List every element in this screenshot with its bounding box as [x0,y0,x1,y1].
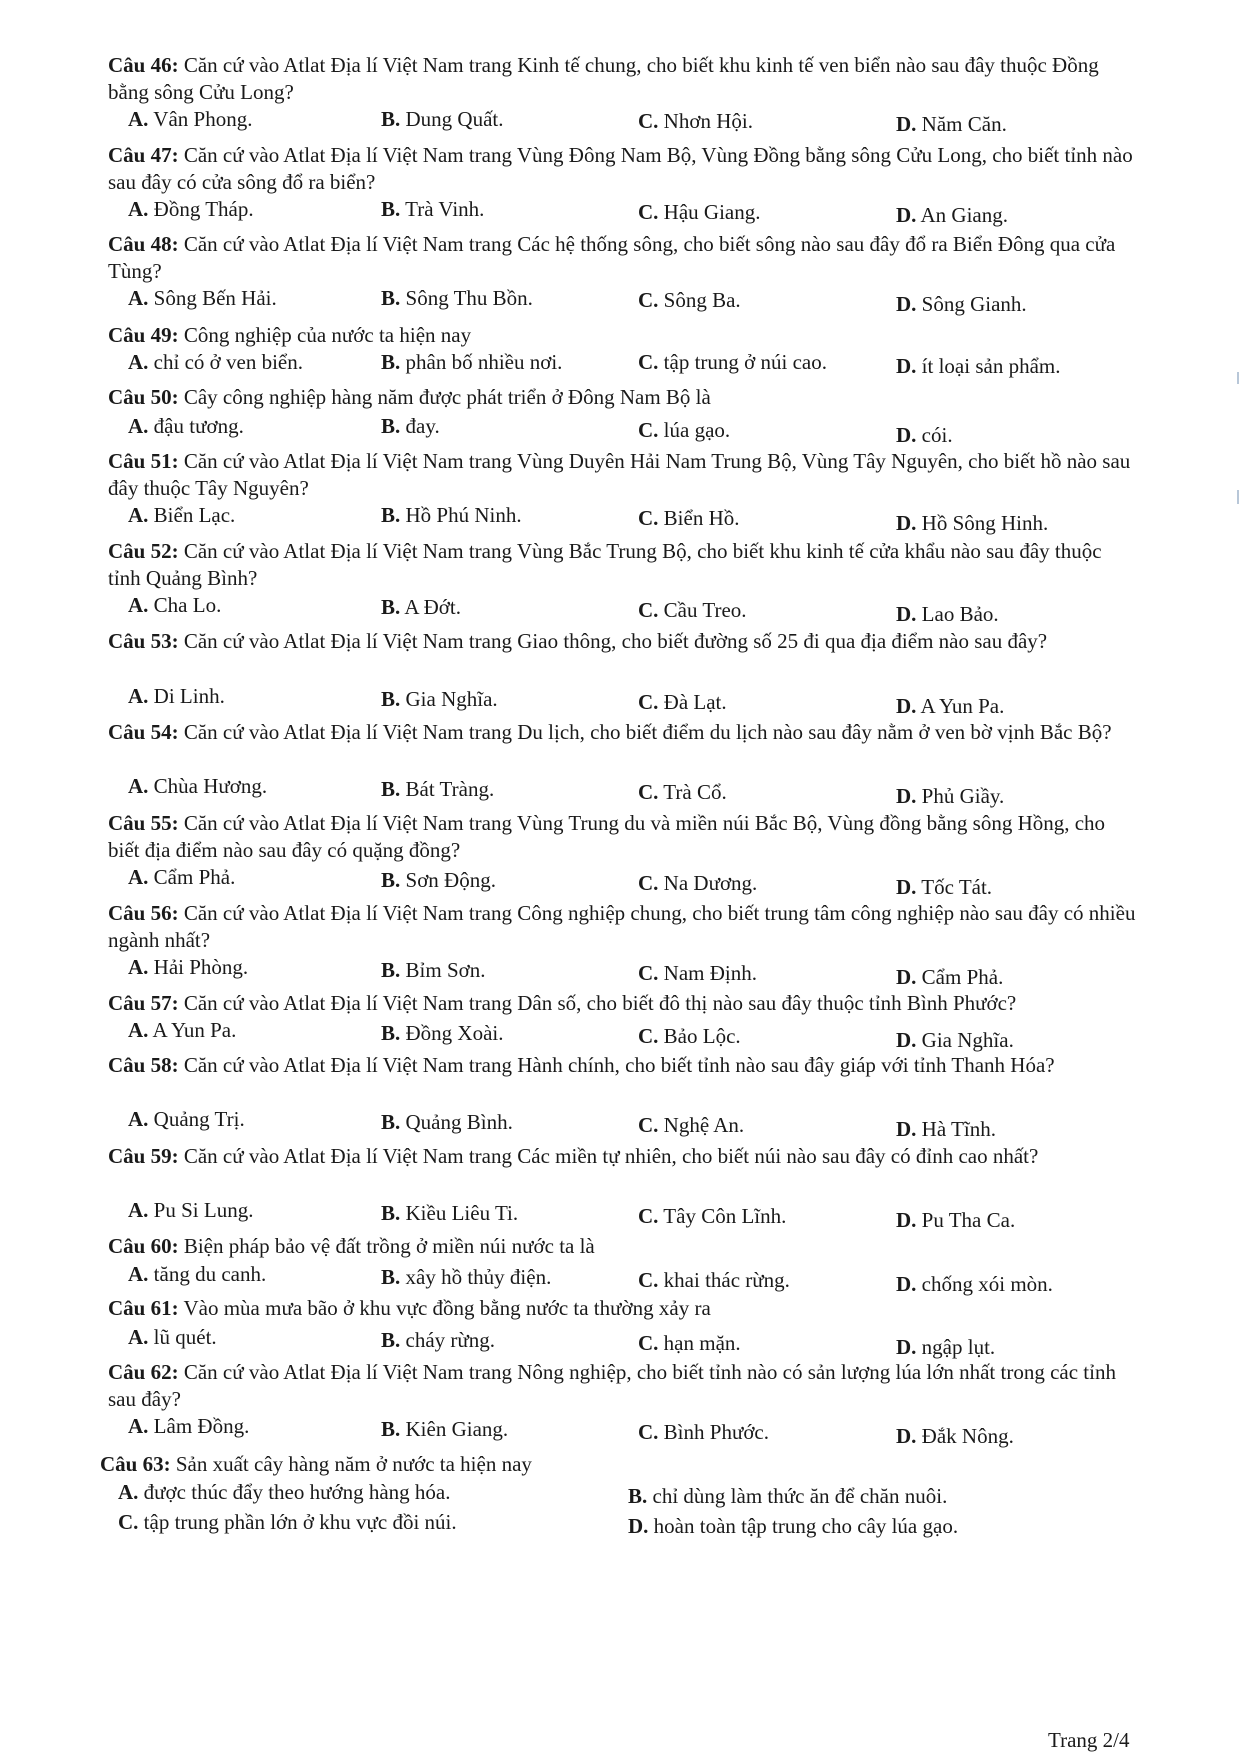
text: Hải Phòng. [153,955,249,979]
option-b [381,1021,504,1046]
text: Câu 51: [108,449,179,473]
option-b [381,197,484,222]
option-a [128,286,277,311]
text: Căn cứ vào Atlat Địa lí Việt Nam trang Vùng Duyên Hải Nam Trung Bộ, Vùng Tây Nguyên, cho biết hồ nào sau đây thuộc Tây Nguyên? [108,449,1131,500]
text: ngập lụt. [921,1335,996,1359]
text: Câu 60: [108,1234,179,1258]
option-letter: B. [381,687,401,711]
option-b [381,414,440,439]
text: Câu 59: [108,1144,179,1168]
option-letter: A. [128,1198,149,1222]
text: Bảo Lộc. [663,1024,741,1048]
option-letter: A. [128,350,149,374]
option-letter: B. [381,1417,401,1441]
option-letter: B. [628,1484,648,1508]
text: Bát Tràng. [405,777,495,801]
option-a [128,350,303,375]
option-a [128,955,248,980]
options-50 [128,414,1138,447]
text: khai thác rừng. [663,1268,790,1292]
question-47 [108,142,1138,196]
option-d [628,1514,958,1539]
text: Sông Bến Hải. [153,286,277,310]
text: Căn cứ vào Atlat Địa lí Việt Nam trang Hành chính, cho biết tỉnh nào sau đây giáp với tỉnh Thanh Hóa? [183,1053,1055,1077]
option-letter: C. [638,200,659,224]
text: Kiên Giang. [405,1417,509,1441]
option-letter: D. [896,875,917,899]
option-letter: D. [896,1335,917,1359]
option-d [896,203,1008,228]
option-a [128,684,225,709]
option-letter: A. [128,197,149,221]
text: Câu 54: [108,720,179,744]
option-c [638,109,753,134]
option-d [896,784,1004,809]
text: Vân Phong. [153,107,253,131]
text: Công nghiệp của nước ta hiện nay [183,323,472,347]
text: lũ quét. [153,1325,217,1349]
question-49 [108,322,1138,349]
options-56 [128,955,1138,989]
text: Pu Si Lung. [153,1198,254,1222]
text: Câu 55: [108,811,179,835]
question-50 [108,384,1138,411]
text: Biển Lạc. [153,503,236,527]
option-d [896,694,1004,719]
option-letter: C. [638,1331,659,1355]
text: Nghệ An. [663,1113,745,1137]
option-b [381,1110,513,1135]
option-d [896,423,953,448]
option-b [381,958,485,983]
option-letter: C. [638,780,659,804]
option-b [381,286,533,311]
text: Căn cứ vào Atlat Địa lí Việt Nam trang Công nghiệp chung, cho biết trung tâm công nghiệp nào sau đây có nhiều ngành nhất? [108,901,1136,952]
text: Câu 61: [108,1296,179,1320]
option-letter: A. [128,414,149,438]
option-letter: A. [128,1262,149,1286]
option-letter: D. [628,1514,649,1538]
question-51 [108,448,1138,502]
text: Sơn Động. [405,868,496,892]
option-d [896,354,1060,379]
option-letter: D. [896,1117,917,1141]
text: Câu 58: [108,1053,179,1077]
text: Biển Hồ. [663,506,740,530]
text: Hồ Phú Ninh. [405,503,522,527]
option-letter: C. [118,1510,139,1534]
text: Câu 50: [108,385,179,409]
option-a [128,414,244,439]
text: Cây công nghiệp hàng năm được phát triển ở Đông Nam Bộ là [183,385,711,409]
text: Căn cứ vào Atlat Địa lí Việt Nam trang Nông nghiệp, cho biết tỉnh nào có sản lượng lúa lớn nhất trong các tỉnh sau đây? [108,1360,1116,1411]
text: phân bố nhiều nơi. [405,350,563,374]
text: Quảng Trị. [153,1107,245,1131]
option-letter: D. [896,203,917,227]
text: xây hồ thủy điện. [405,1265,552,1289]
text: Căn cứ vào Atlat Địa lí Việt Nam trang Vùng Đông Nam Bộ, Vùng Đồng bằng sông Cửu Long, cho biết tỉnh nào sau đây có cửa sông đổ ra biển? [108,143,1133,194]
option-c [638,1268,790,1293]
option-letter: B. [381,1265,401,1289]
text: tập trung phần lớn ở khu vực đồi núi. [143,1510,457,1534]
option-b [381,687,498,712]
text: Câu 48: [108,232,179,256]
option-d [896,965,1003,990]
option-letter: C. [638,506,659,530]
options-57 [128,1018,1138,1052]
text: Căn cứ vào Atlat Địa lí Việt Nam trang Du lịch, cho biết điểm du lịch nào sau đây nằm ở ven bờ vịnh Bắc Bộ? [183,720,1112,744]
option-letter: D. [896,965,917,989]
option-letter: C. [638,1268,659,1292]
text: Hậu Giang. [663,200,761,224]
text: Gia Nghĩa. [921,1028,1014,1052]
option-b [381,350,562,375]
option-a [118,1480,451,1505]
options-59 [128,1198,1138,1232]
option-letter: C. [638,1204,659,1228]
text: An Giang. [920,203,1009,227]
option-letter: A. [118,1480,139,1504]
question-57 [108,990,1138,1017]
scan-mark [1237,490,1239,504]
option-letter: C. [638,1420,659,1444]
text: Căn cứ vào Atlat Địa lí Việt Nam trang Vùng Trung du và miền núi Bắc Bộ, Vùng đồng bằng sông Hồng, cho biết địa điểm nào sau đây có quặng đồng? [108,811,1106,862]
text: đay. [405,414,440,438]
option-letter: D. [896,602,917,626]
option-letter: B. [381,503,401,527]
option-c [638,288,741,313]
text: cháy rừng. [405,1328,496,1352]
text: Cầu Treo. [663,598,747,622]
text: Trà Vinh. [405,197,485,221]
text: Biện pháp bảo vệ đất trồng ở miền núi nước ta là [183,1234,595,1258]
text: Tây Côn Lĩnh. [663,1204,787,1228]
option-b [381,1328,495,1353]
text: Năm Căn. [921,112,1007,136]
option-letter: A. [128,684,149,708]
text: Cha Lo. [153,593,222,617]
text: cói. [921,423,953,447]
text: Pu Tha Ca. [921,1208,1016,1232]
option-c [638,598,747,623]
text: tập trung ở núi cao. [663,350,827,374]
text: Sông Thu Bồn. [405,286,533,310]
text: A Yun Pa. [920,694,1005,718]
option-letter: D. [896,112,917,136]
option-d [896,511,1048,536]
option-letter: A. [128,955,149,979]
options-51 [128,503,1138,533]
option-letter: B. [381,777,401,801]
option-b [381,777,494,802]
option-letter: B. [381,958,401,982]
text: Căn cứ vào Atlat Địa lí Việt Nam trang Dân số, cho biết đô thị nào sau đây thuộc tỉnh Bình Phước? [183,991,1017,1015]
text: Quảng Bình. [405,1110,513,1134]
option-d [896,1117,996,1142]
option-letter: A. [128,774,149,798]
option-letter: B. [381,1328,401,1352]
option-letter: D. [896,694,917,718]
option-letter: A. [128,503,149,527]
option-a [128,1325,217,1350]
option-b [381,1417,508,1442]
question-60 [108,1233,1138,1260]
text: Na Dương. [663,871,758,895]
option-letter: B. [381,197,401,221]
option-letter: A. [128,107,149,131]
text: Căn cứ vào Atlat Địa lí Việt Nam trang Các miền tự nhiên, cho biết núi nào sau đây có đỉnh cao nhất? [183,1144,1039,1168]
option-c [638,418,730,443]
option-letter: B. [381,1110,401,1134]
option-letter: D. [896,354,917,378]
text: Nam Định. [663,961,757,985]
question-48 [108,231,1138,285]
text: Cẩm Phả. [153,865,236,889]
option-letter: B. [381,595,401,619]
options-58 [128,1107,1138,1141]
text: ít loại sản phẩm. [921,354,1061,378]
text: Vào mùa mưa bão ở khu vực đồng bằng nước ta thường xảy ra [183,1296,711,1320]
text: Đắk Nông. [921,1424,1014,1448]
option-a [128,1018,236,1043]
option-letter: C. [638,288,659,312]
option-d [896,1028,1014,1053]
option-a [128,107,252,132]
option-letter: C. [638,690,659,714]
option-letter: A. [128,865,149,889]
option-c [638,690,727,715]
option-a [128,1414,249,1439]
question-46 [108,52,1138,106]
option-b [381,107,504,132]
question-61 [108,1295,1138,1322]
text: hoàn toàn tập trung cho cây lúa gạo. [653,1514,959,1538]
text: Sông Gianh. [921,292,1027,316]
text: hạn mặn. [663,1331,741,1355]
option-letter: B. [381,350,401,374]
question-59 [108,1143,1138,1170]
options-55 [128,865,1138,899]
text: Dung Quất. [405,107,504,131]
text: Hà Tĩnh. [921,1117,996,1141]
options-46 [128,107,1138,137]
text: Sản xuất cây hàng năm ở nước ta hiện nay [175,1452,532,1476]
option-b [381,1201,518,1226]
option-letter: B. [381,107,401,131]
text: Di Linh. [153,684,225,708]
option-c [638,1113,744,1138]
option-c [638,350,827,375]
option-b [381,868,496,893]
option-letter: B. [381,868,401,892]
text: Đồng Xoài. [405,1021,504,1045]
text: Hồ Sông Hinh. [921,511,1049,535]
option-letter: A. [128,1325,149,1349]
options-49 [128,350,1138,380]
options-61 [128,1325,1138,1359]
option-d [896,1335,995,1360]
option-letter: D. [896,511,917,535]
text: Căn cứ vào Atlat Địa lí Việt Nam trang Giao thông, cho biết đường số 25 đi qua địa điểm nào sau đây? [183,629,1048,653]
option-letter: D. [896,1272,917,1296]
option-d [896,292,1027,317]
option-letter: D. [896,1424,917,1448]
page-number: Trang 2/4 [1048,1728,1130,1752]
question-55 [108,810,1138,864]
text: Bình Phước. [663,1420,769,1444]
question-number: Câu 46: [108,53,179,77]
options-48 [128,286,1138,316]
option-b [628,1484,947,1509]
option-d [896,1424,1014,1449]
option-letter: C. [638,871,659,895]
text: Câu 53: [108,629,179,653]
text: Kiều Liêu Ti. [405,1201,519,1225]
option-letter: C. [638,1113,659,1137]
text: Trà Cổ. [663,780,727,804]
text: Câu 49: [108,323,179,347]
text: Đồng Tháp. [153,197,254,221]
text: Câu 57: [108,991,179,1015]
text: Sông Ba. [663,288,741,312]
options-53 [128,684,1138,718]
option-letter: C. [638,1024,659,1048]
option-letter: A. [128,1414,149,1438]
option-letter: B. [381,1201,401,1225]
option-letter: B. [381,414,401,438]
text: Câu 63: [100,1452,171,1476]
option-letter: B. [381,286,401,310]
option-letter: D. [896,1028,917,1052]
text [118,1480,1128,1510]
text: Câu 56: [108,901,179,925]
option-b [381,1265,551,1290]
question-58 [108,1052,1138,1079]
option-c [638,871,757,896]
option-a [128,1198,253,1223]
option-c [638,200,760,225]
options-54 [128,774,1138,808]
text: Nhơn Hội. [663,109,753,133]
question-54 [108,719,1138,746]
question-52 [108,538,1138,592]
question-53 [108,628,1138,655]
option-letter: A. [128,1018,149,1042]
text: được thúc đẩy theo hướng hàng hóa. [143,1480,451,1504]
option-letter: A. [128,1107,149,1131]
question-62 [108,1359,1138,1413]
text: Căn cứ vào Atlat Địa lí Việt Nam trang Các hệ thống sông, cho biết sông nào sau đây đổ ra Biển Đông qua cửa Tùng? [108,232,1116,283]
option-d [896,112,1007,137]
option-d [896,875,992,900]
text: Bỉm Sơn. [405,958,486,982]
option-letter: C. [638,418,659,442]
text: Câu 47: [108,143,179,167]
option-a [128,1262,266,1287]
text: Chùa Hương. [153,774,268,798]
option-d [896,602,999,627]
option-a [128,774,267,799]
text: Căn cứ vào Atlat Địa lí Việt Nam trang Vùng Bắc Trung Bộ, cho biết khu kinh tế cửa khẩu nào sau đây thuộc tỉnh Quảng Bình? [108,539,1102,590]
text: lúa gạo. [663,418,731,442]
text: tăng du canh. [153,1262,267,1286]
text: Cẩm Phả. [921,965,1004,989]
options-47 [128,197,1138,227]
text: Tốc Tát. [921,875,993,899]
option-b [381,503,522,528]
text: Gia Nghĩa. [405,687,498,711]
options-52 [128,593,1138,626]
option-c [118,1510,457,1535]
options-60 [128,1262,1138,1296]
option-b [381,595,461,620]
options-63 [118,1480,1128,1540]
option-a [128,197,254,222]
option-letter: C. [638,598,659,622]
question-56 [108,900,1138,954]
option-a [128,865,235,890]
text: chỉ có ở ven biển. [153,350,303,374]
option-d [896,1208,1015,1233]
text: chống xói mòn. [921,1272,1053,1296]
option-c [638,1024,741,1049]
option-letter: A. [128,593,149,617]
text: Lâm Đồng. [153,1414,250,1438]
option-letter: D. [896,1208,917,1232]
option-c [638,961,757,986]
scan-mark [1237,372,1239,384]
text: chỉ dùng làm thức ăn để chăn nuôi. [652,1484,948,1508]
options-62 [128,1414,1138,1448]
option-c [638,780,727,805]
text: Phủ Giầy. [921,784,1005,808]
text: A Yun Pa. [152,1018,237,1042]
option-letter: D. [896,784,917,808]
option-a [128,503,235,528]
option-a [128,593,221,618]
text [118,1510,1128,1540]
text: A Đớt. [404,595,461,619]
question-63 [100,1451,1130,1478]
question-text: Căn cứ vào Atlat Địa lí Việt Nam trang Kinh tế chung, cho biết khu kinh tế ven biển nào sau đây thuộc Đồng bằng sông Cửu Long? [108,53,1099,104]
text: Câu 52: [108,539,179,563]
option-letter: C. [638,961,659,985]
option-a [128,1107,245,1132]
text: Lao Bảo. [921,602,999,626]
option-letter: C. [638,350,659,374]
option-c [638,1331,741,1356]
option-letter: B. [381,1021,401,1045]
option-c [638,1420,769,1445]
option-c [638,1204,786,1229]
option-letter: A. [128,286,149,310]
text: Đà Lạt. [663,690,727,714]
option-letter: D. [896,423,917,447]
option-c [638,506,740,531]
option-d [896,1272,1053,1297]
text: đậu tương. [153,414,244,438]
text: Câu 62: [108,1360,179,1384]
option-letter: C. [638,109,659,133]
option-letter: D. [896,292,917,316]
